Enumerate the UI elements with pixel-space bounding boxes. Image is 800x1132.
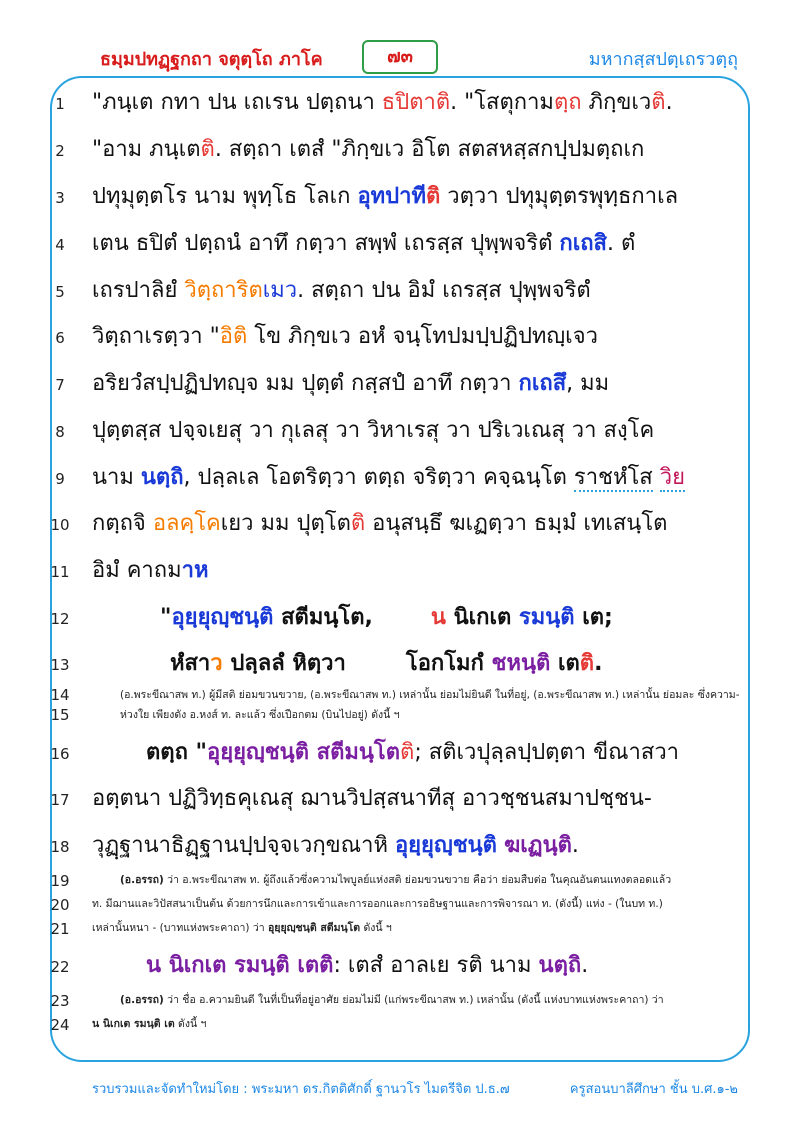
translation-line-15: ห่วงใย เพียงดัง อ.หงส์ ท. ละแล้ว ซึ่งเปือกตม (บินไปอยู่) ดังนี้ ฯ	[120, 709, 400, 721]
line-number: 11	[50, 563, 70, 581]
line-number: 24	[50, 1016, 70, 1034]
line-number: 14	[50, 686, 70, 704]
line-number: 13	[50, 656, 70, 674]
verse-line-13: หํสาว ปลฺลลํ หิตฺวา โอกโมกํ ชหนฺติ เตติ.	[170, 651, 603, 676]
line-number: 1	[55, 95, 65, 113]
translation-line-14: (อ.พระขีณาสพ ท.) ผู้มีสติ ย่อมขวนขวาย, (อ.พระขีณาสพ ท.) เหล่านั้น ย่อมไม่ยินดี ในที่อยู่, (อ.พระขีณาสพ ท.) เหล่านั้น ย่อมละ ซึ่งความ-	[120, 689, 740, 701]
line-number: 7	[55, 376, 65, 394]
line-number: 17	[50, 791, 70, 809]
text-line-3: ปทุมุตฺตโร นาม พุทฺโธ โลเก อุทปาทีติ วตฺวา ปทุมุตฺตรพุทฺธกาเล	[92, 184, 679, 209]
translation-line-19: (อ.อรรถ) ว่า อ.พระขีณาสพ ท. ผู้ถึงแล้วซึ่งความไพบูลย์แห่งสติ ย่อมขวนขวาย คือว่า ย่อมสืบต่อ ในคุณอันตนแทงตลอดแล้ว	[120, 874, 672, 886]
line-number: 9	[55, 470, 65, 488]
translation-line-20: ท. มีฌานและวิปัสสนาเป็นต้น ด้วยการนึกและการเข้าและการออกและการอธิษฐานและการพิจารณา ท. (ดังนี้) แห่ง - (ในบท ท.)	[92, 898, 663, 910]
line-number: 19	[50, 872, 70, 890]
line-number: 6	[55, 329, 65, 347]
line-number: 4	[55, 236, 65, 254]
text-line-22: น นิเกเต รมนฺติ เตติ: เตสํ อาลเย รติ นาม นตฺถิ.	[146, 953, 589, 978]
line-number: 23	[50, 992, 70, 1010]
line-number: 22	[50, 958, 70, 976]
line-number: 2	[55, 142, 65, 160]
verse-line-12: "อุยฺยุญฺชนฺติ สตีมนฺโต, น นิเกเต รมนฺติ เต;	[160, 605, 613, 630]
text-line-6: วิตฺถาเรตฺวา "อิติ โข ภิกฺขเว อหํ จนฺโทปมปฺปฏิปทญฺเจว	[92, 324, 598, 349]
text-line-1: "ภนฺเต กทา ปน เถเรน ปตฺถนา ธปิตาติ. "โสตุกามตฺถ ภิกฺขเวติ.	[92, 90, 673, 115]
header-book-title: ธมฺมปทฏฺฐกถา จตุตฺโถ ภาโค	[100, 49, 323, 70]
translation-line-24: น นิเกเต รมนฺติ เต ดังนี้ ฯ	[92, 1018, 207, 1030]
line-number: 12	[50, 610, 70, 628]
text-line-18: วุฏฺฐานาธิฏฺฐานปฺปจฺจเวกฺขณาหิ อุยฺยุญฺชนฺติ ฆเฏนฺติ.	[92, 833, 579, 858]
footer-course: ครูสอนบาลีศึกษา ชั้น บ.ศ.๑-๒	[569, 1082, 738, 1097]
text-line-5: เถรปาลิยํ วิตฺถาริตเมว. สตฺถา ปน อิมํ เถรสฺส ปุพฺพจริตํ	[92, 278, 591, 303]
text-line-7: อริยวํสปฺปฏิปทญฺจ มม ปุตฺตํ กสฺสปํ อาทึ กตฺวา กเถสึ, มม	[92, 371, 610, 396]
line-number: 10	[50, 516, 70, 534]
page-number-box: ๗๓	[362, 40, 438, 74]
text-line-4: เตน ธปิตํ ปตฺถนํ อาทึ กตฺวา สพฺพํ เถรสฺส ปุพฺพจริตํ กเถสิ. ตํ	[92, 231, 636, 256]
line-number: 16	[50, 745, 70, 763]
text-line-2: "อาม ภนฺเตติ. สตฺถา เตสํ "ภิกฺขเว อิโต สตสหสฺสกปฺปมตฺถเก	[92, 137, 645, 162]
translation-line-23: (อ.อรรถ) ว่า ชื่อ อ.ความยินดี ในที่เป็นที่อยู่อาศัย ย่อมไม่มี (แก่พระขีณาสพ ท.) เหล่านั้น (ดังนี้ แห่งบาทแห่งพระคาถา) ว่า	[120, 994, 664, 1006]
text-line-8: ปุตฺตสฺส ปจฺจเยสุ วา กุเลสุ วา วิหาเรสุ วา ปริเวเณสุ วา สงฺโค	[92, 418, 655, 443]
text-line-17: อตฺตนา ปฏิวิทฺธคุเณสุ ฌานวิปสฺสนาทีสุ อาวชฺชนสมาปชฺชน-	[92, 786, 652, 811]
footer-compiler: รวบรวมและจัดทำใหม่โดย : พระมหา ดร.กิตติศักดิ์ ฐานวโร ไมตรีจิต ป.ธ.๗	[92, 1082, 510, 1097]
text-line-9: นาม นตฺถิ, ปลฺลเล โอตริตฺวา ตตฺถ จริตฺวา คจฺฉนฺโต ราชหํโส วิย	[92, 465, 685, 490]
text-line-11: อิมํ คาถมาห	[92, 558, 209, 583]
line-number: 8	[55, 423, 65, 441]
line-number: 3	[55, 189, 65, 207]
text-line-10: กตฺถจิ อลคฺโคเยว มม ปุตฺโตติ อนุสนฺธึ ฆเฏตฺวา ธมฺมํ เทเสนฺโต	[92, 511, 668, 536]
line-number: 15	[50, 706, 70, 724]
line-number: 5	[55, 283, 65, 301]
text-line-16: ตตฺถ "อุยฺยุญฺชนฺติ สตีมนฺโตติ; สติเวปุลฺลปฺปตฺตา ขีณาสวา	[146, 740, 680, 765]
line-number: 18	[50, 838, 70, 856]
line-number: 21	[50, 920, 70, 938]
line-number: 20	[50, 896, 70, 914]
translation-line-21: เหล่านั้นหนา - (บาทแห่งพระคาถา) ว่า อุยฺยุญฺชนฺติ สตีมนฺโต ดังนี้ ฯ	[92, 922, 392, 934]
header-story-title: มหากสฺสปตฺเถรวตฺถุ	[588, 49, 738, 70]
